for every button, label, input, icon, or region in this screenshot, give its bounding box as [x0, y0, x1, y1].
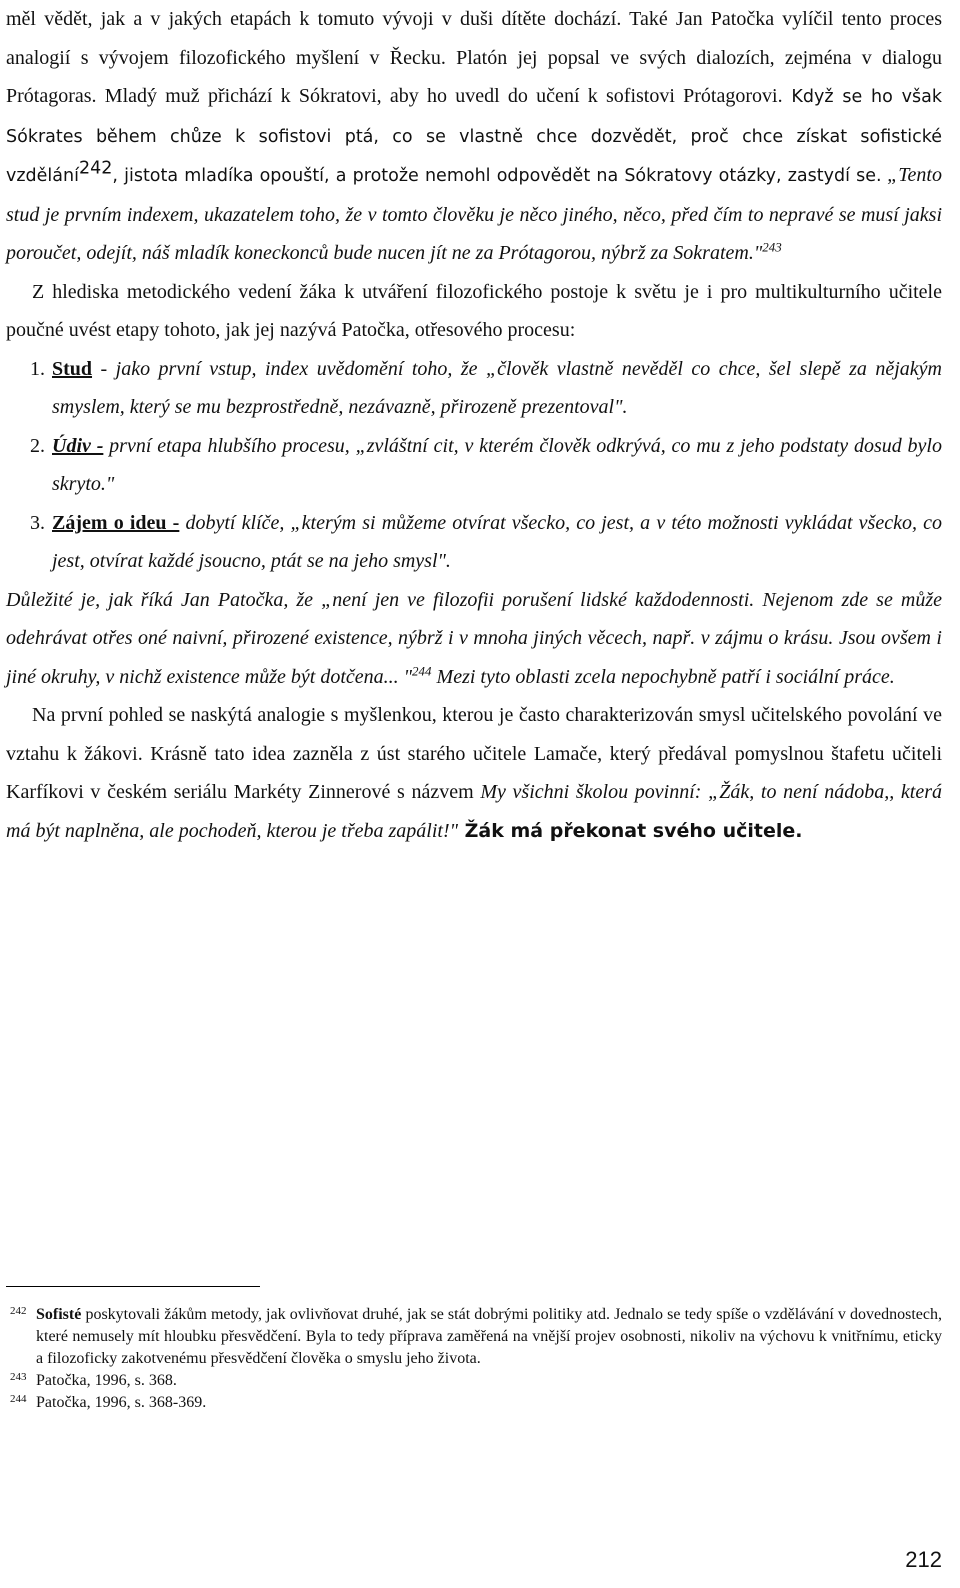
- footnote-244: [6, 1392, 942, 1414]
- footnote-separator: [6, 1286, 260, 1287]
- footnote-242: [6, 1304, 942, 1370]
- list-text: dobytí klíče, „kterým si můžeme otvírat všecko, co jest, a v této možnosti vykládat všecko, co jest, otvírat každé jsoucno, ptát se na jeho smysl".: [52, 511, 942, 572]
- main-text: [6, 0, 942, 850]
- list-text: - jako první vstup, index uvědomění toho, že „člověk vlastně nevěděl co chce, šel slepě za nějakým smyslem, který se mu bezprostředně, nezávazně, přirozeně prezentoval".: [52, 357, 942, 418]
- paragraph-1-part-b: Když se ho však Sókrates během chůze k sofistovi ptá, co se vlastně chce dozvědět, proč chce získat sofistické vzdělání: [6, 87, 942, 186]
- paragraph-4: [6, 696, 942, 850]
- paragraph-1-part-a: měl vědět, jak a v jakých etapách k tomuto vývoji v duši dítěte dochází. Také Jan Patočka vylíčil tento proces analogií s vývojem filozofického myšlení v Řecku. Platón jej popsal ve svých dialozích, zejména v dialogu Prótagoras. Mladý muž přichází k Sókratovi, aby ho uvedl do učení k sofistovi Prótagorovi.: [6, 8, 942, 107]
- footnote-ref-244[interactable]: 244: [412, 662, 432, 678]
- stages-list: [6, 350, 942, 581]
- footnote-mark: 242: [10, 1305, 27, 1317]
- footnote-text: Patočka, 1996, s. 368-369.: [36, 1394, 207, 1411]
- footnote-text: Patočka, 1996, s. 368.: [36, 1372, 177, 1389]
- paragraph-1: [6, 0, 942, 273]
- footnote-text: poskytovali žákům metody, jak ovlivňovat druhé, jak se stát dobrými politiky atd. Jednalo se tedy spíše o vzdělávání v dovednostech, které nemusely mít hloubku přesvědčení. Byla to tedy příprava zaměřená na vnější projev osobnosti, nikoliv na výchovu k vnitřnímu, eticky a filozoficky zakotvenému přesvědčení člověka o smyslu jeho života.: [36, 1306, 942, 1367]
- paragraph-3-part-b: Mezi tyto oblasti zcela nepochybně patří i sociální práce.: [431, 665, 895, 688]
- paragraph-4-bold: Žák má překonat svého učitele.: [458, 819, 803, 842]
- paragraph-2: Z hlediska metodického vedení žáka k utváření filozofického postoje k světu je i pro multikulturního učitele poučné uvést etapy tohoto, jak jej nazývá Patočka, otřesového procesu:: [6, 280, 942, 341]
- list-term: Zájem o ideu -: [52, 511, 180, 534]
- list-number: 3.: [30, 511, 45, 534]
- footnote-mark: 244: [10, 1393, 27, 1405]
- list-item: [6, 350, 942, 427]
- list-text: první etapa hlubšího procesu, „zvláštní cit, v kterém člověk odkrývá, co mu z jeho podstaty dosud bylo skryto.": [52, 434, 942, 495]
- list-item: [6, 504, 942, 581]
- footnote-ref-243[interactable]: 243: [762, 239, 782, 255]
- paragraph-3: [6, 581, 942, 697]
- paragraph-4-part-a: Na první pohled se naskýtá analogie s myšlenkou, kterou je často charakterizován smysl učitelského povolání ve vztahu k žákovi. Krásně tato idea zazněla z úst starého učitele Lamače, který předával pomyslnou štafetu učiteli Karfíkovi v českém seriálu Markéty Zinnerové s názvem: [6, 704, 942, 803]
- footnotes: [6, 1304, 942, 1414]
- list-term: Údiv -: [52, 434, 104, 457]
- paragraph-3-part-a: Důležité je, jak říká Jan Patočka, že „není jen ve filozofii porušení lidské každodennosti. Nejenom zde se může odehrávat otřes oné naivní, přirozené existence, nýbrž i v mnoha jiných věcech, např. v zájmu o krásu. Jsou ovšem i jiné okruhy, v nichž existence může být dotčena... ": [6, 588, 942, 688]
- list-number: 2.: [30, 434, 45, 457]
- footnote-mark: 243: [10, 1371, 27, 1383]
- paragraph-1-part-c: , jistota mladíka opouští, a protože nemohl odpovědět na Sókratovy otázky, zastydí se.: [112, 166, 882, 186]
- list-term: Stud: [52, 357, 93, 380]
- page-number: 212: [905, 1547, 942, 1572]
- series-title: My všichni školou povinní: „Žák, to není nádoba,, která má být naplněna, ale pochodeň, kterou je třeba zapálit!": [6, 781, 942, 842]
- footnote-ref-242[interactable]: 242: [78, 158, 113, 179]
- footnote-243: [6, 1370, 942, 1392]
- paragraph-1-quote: „Tento stud je prvním indexem, ukazatelem toho, že v tomto člověku je něco jiného, něco, před čím to nepravé se musí jaksi poroučet, odejít, náš mladík koneckonců bude nucen jít ne za Prótagorou, nýbrž za Sokratem.": [6, 164, 942, 264]
- list-item: [6, 427, 942, 504]
- footnote-bold: Sofisté: [36, 1306, 82, 1323]
- list-number: 1.: [30, 357, 45, 380]
